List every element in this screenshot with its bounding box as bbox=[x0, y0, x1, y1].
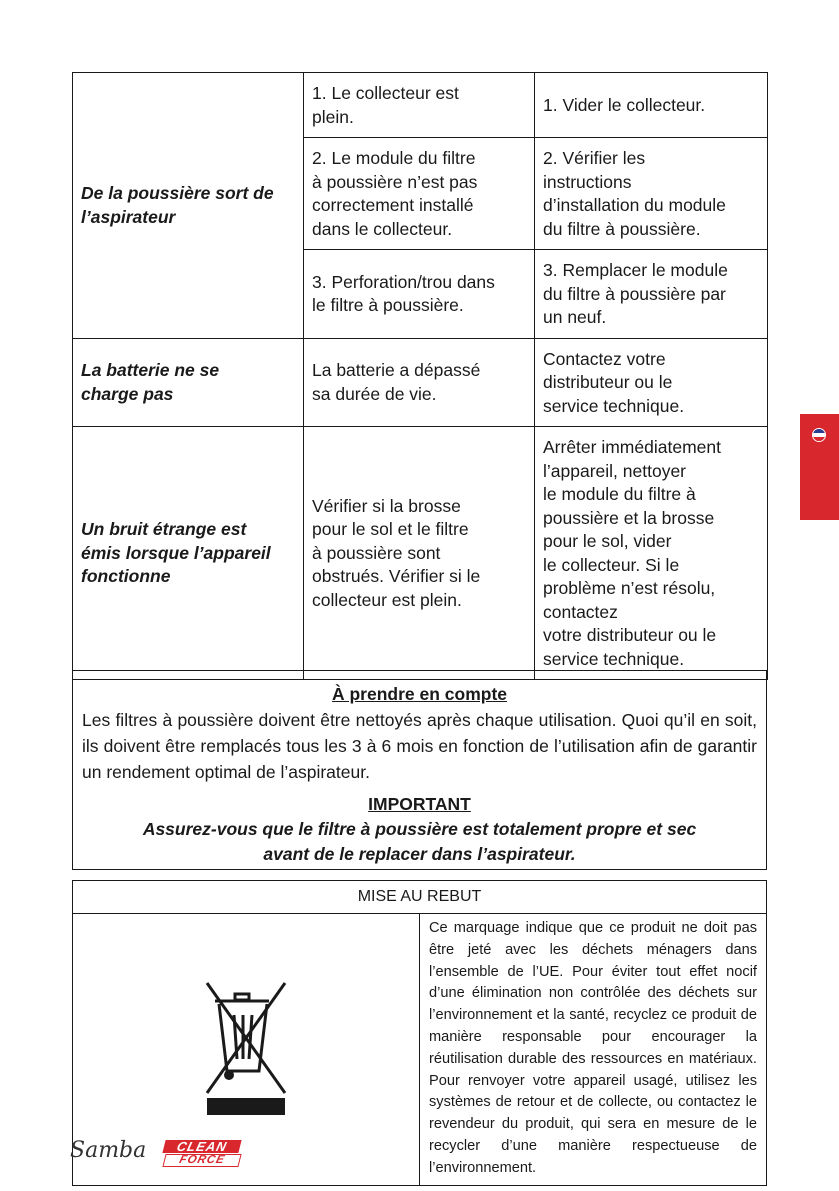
force-logo-block bbox=[162, 1154, 241, 1167]
cause-cell: La batterie a dépassé sa durée de vie. bbox=[304, 338, 535, 427]
table-row bbox=[73, 73, 768, 138]
disposal-title: MISE AU REBUT bbox=[73, 881, 767, 914]
solution-cell: 1. Vider le collecteur. bbox=[535, 73, 768, 138]
important-text: Assurez-vous que le filtre à poussière est totalement propre et sec avant de le replacer dans l’aspirateur. bbox=[142, 819, 697, 864]
solution-cell: Contactez votre distributeur ou le service technique. bbox=[535, 338, 768, 427]
important-label: IMPORTANT bbox=[368, 794, 471, 814]
french-flag-icon bbox=[812, 428, 826, 442]
troubleshooting-table bbox=[72, 72, 768, 680]
cause-cell: 3. Perforation/trou dans le filtre à poussière. bbox=[304, 250, 535, 339]
disposal-text: Ce marquage indique que ce produit ne doit pas être jeté avec les déchets ménagers dans l’ensemble de l’UE. Pour éviter tout effet nocif d’une élimination non contrôlée des déchets sur l’environnement et la santé, recyclez ce produit de manière responsable pour encourager la réutilisation durable des ressources en matériaux. Pour renvoyer votre appareil usagé, utilisez les systèmes de retour et de collecte, ou contactez le revendeur du produit, qui sera en mesure de le recycler d’une manière respectueuse de l’environnement. bbox=[420, 914, 767, 1186]
force-logo-text: FORCE bbox=[178, 1154, 227, 1166]
crossed-out-wheelie-bin-icon bbox=[203, 975, 289, 1119]
cause-cell: 2. Le module du filtre à poussière n’est pas correctement installé dans le collecteur. bbox=[304, 138, 535, 250]
problem-battery: La batterie ne se charge pas bbox=[73, 338, 304, 427]
cause-cell: Vérifier si la brosse pour le sol et le filtre à poussière sont obstrués. Vérifier si le collecteur est plein. bbox=[304, 427, 535, 680]
note-title: À prendre en compte bbox=[331, 684, 508, 704]
solution-cell: 3. Remplacer le module du filtre à poussière par un neuf. bbox=[535, 250, 768, 339]
clean-logo-text: CLEAN bbox=[175, 1139, 229, 1154]
solution-cell: Arrêter immédiatement l’appareil, nettoyer le module du filtre à poussière et la brosse pour le sol, vider le collecteur. Si le problème n’est résolu, contactez votre distributeur ou le service technique. bbox=[535, 427, 768, 680]
note-box bbox=[72, 670, 767, 870]
note-text: Les filtres à poussière doivent être nettoyés après chaque utilisation. Quoi qu’il en soit, ils doivent être remplacés tous les 3 à 6 mois en fonction de l’utilisation afin de garantir un rendement optimal de l’aspirateur. bbox=[82, 710, 757, 782]
flag-stripe bbox=[813, 437, 825, 441]
language-tab bbox=[800, 414, 839, 520]
table-row bbox=[73, 427, 768, 680]
cause-cell: 1. Le collecteur est plein. bbox=[304, 73, 535, 138]
problem-dust: De la poussière sort de l’aspirateur bbox=[73, 73, 304, 339]
table-row bbox=[73, 338, 768, 427]
problem-noise: Un bruit étrange est émis lorsque l’appareil fonctionne bbox=[73, 427, 304, 680]
samba-logo-text: Samba bbox=[70, 1138, 147, 1163]
clean-logo-block bbox=[162, 1140, 241, 1153]
solution-cell: 2. Vérifier les instructions d’installation du module du filtre à poussière. bbox=[535, 138, 768, 250]
